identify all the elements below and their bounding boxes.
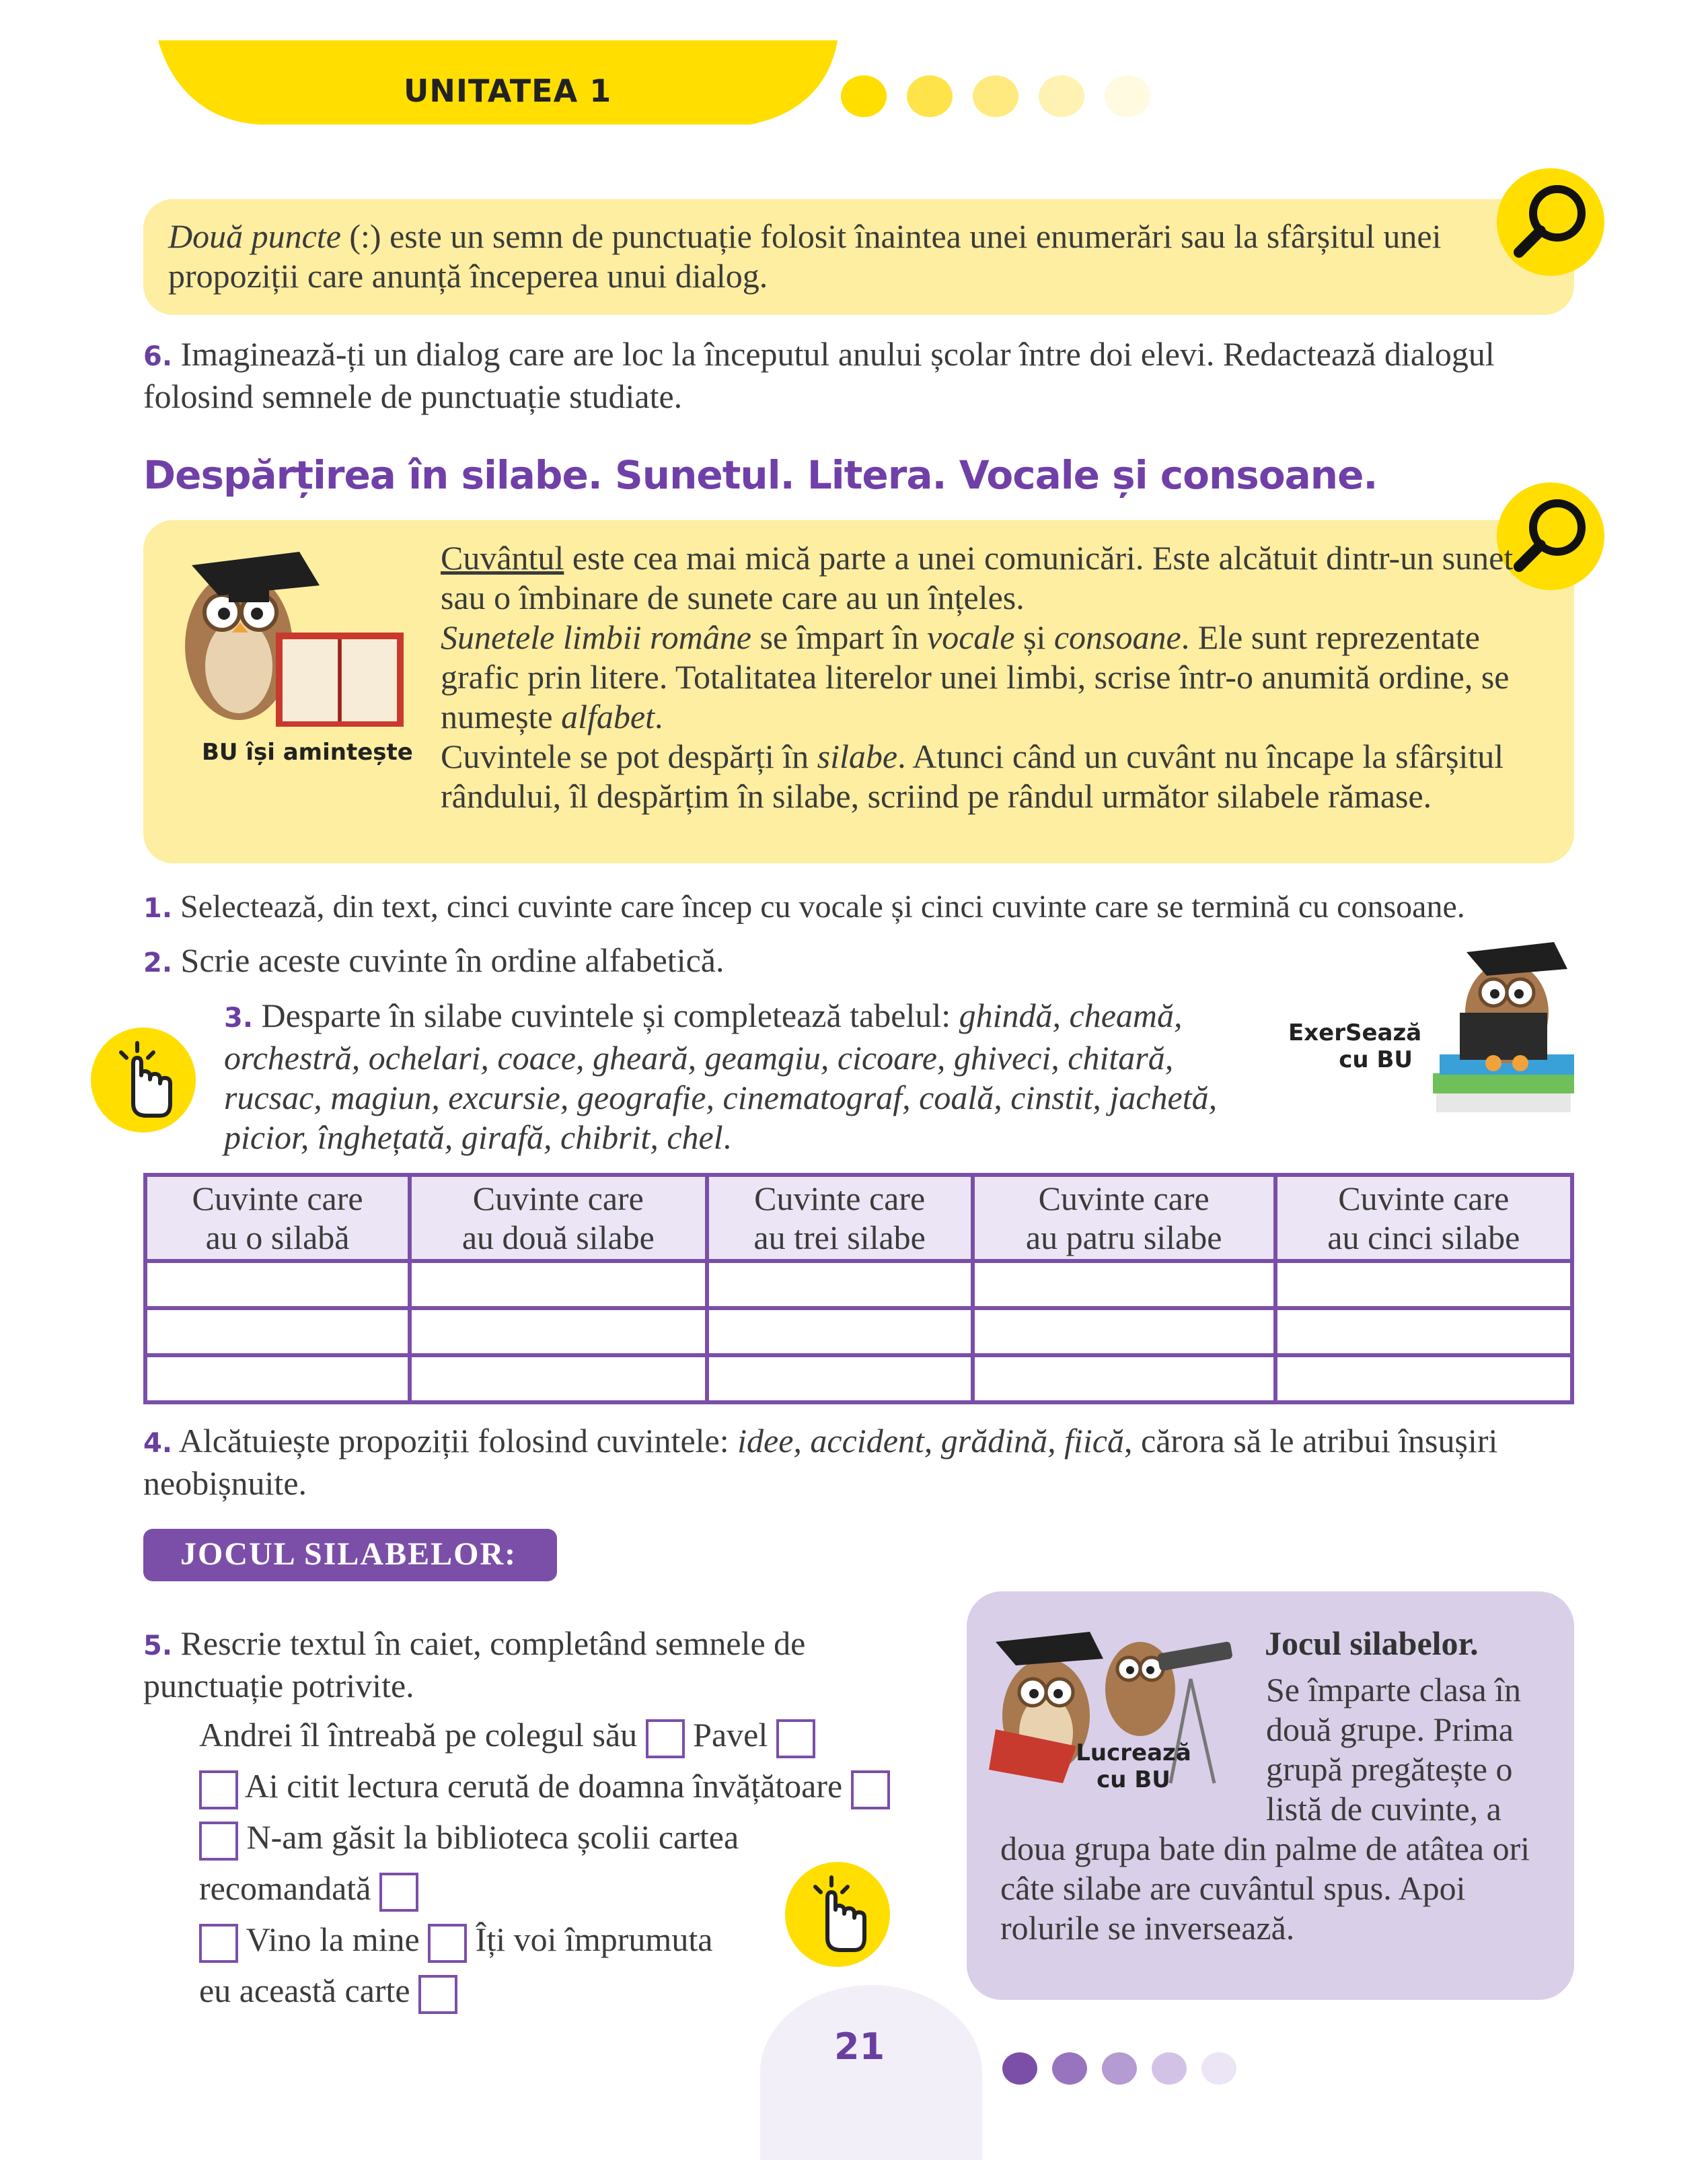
table-row — [145, 1308, 1572, 1355]
dialog-text: Pavel — [693, 1716, 768, 1754]
exercise-number: 3. — [224, 1003, 254, 1034]
section-title: Despărțirea în silabe. Sunetul. Litera. Vocale și consoane. — [143, 452, 1378, 498]
definition-term: Două puncte — [168, 217, 341, 255]
unit-title: UNITATEA 1 — [404, 73, 612, 109]
table-cell[interactable] — [973, 1261, 1275, 1308]
punctuation-box[interactable] — [379, 1873, 418, 1912]
exercise-number: 6. — [143, 341, 173, 372]
exercise-number: 4. — [143, 1428, 173, 1459]
table-cell[interactable] — [707, 1261, 973, 1308]
header-dots — [841, 75, 1150, 122]
punctuation-box[interactable] — [199, 1770, 238, 1809]
syllables-table — [143, 1173, 1574, 1404]
table-cell[interactable] — [1275, 1308, 1572, 1355]
reminder-p2-consoane: consoane — [1053, 618, 1181, 656]
table-cell[interactable] — [707, 1308, 973, 1355]
exercise-end: . — [722, 1118, 732, 1156]
exercise-6 — [143, 334, 1576, 417]
table-header-cell: Cuvinte care au trei silabe — [707, 1175, 973, 1261]
float-spacer — [1000, 1670, 1266, 1829]
punctuation-box[interactable] — [199, 1924, 238, 1963]
exercise-2 — [143, 941, 1354, 983]
caption-line: cu BU — [1339, 1046, 1413, 1073]
exercise-4 — [143, 1421, 1583, 1503]
exercise-words: idee, accident, grădină, fiică — [737, 1422, 1124, 1460]
exercise-3 — [224, 996, 1247, 1157]
exercise-5 — [143, 1624, 903, 1706]
reminder-text — [441, 538, 1551, 816]
table-cell[interactable] — [973, 1308, 1275, 1355]
dialog-text: Ai citit lectura cerută de doamna învățătoare — [244, 1767, 843, 1805]
table-row — [145, 1261, 1572, 1308]
dialog-text: N-am găsit la biblioteca școlii cartea — [246, 1818, 739, 1856]
reminder-p3: . Atunci când un cuvânt nu încape la sfârșitul rândului, îl despărțim în silabe, scriind pe rândul următor silabele rămase. — [441, 737, 1504, 815]
owl-laptop-illustration — [1419, 939, 1588, 1114]
table-header-row — [145, 1175, 1572, 1261]
dialog-line — [199, 1811, 939, 1863]
caption-line: cu BU — [1097, 1766, 1171, 1793]
page-number-shape — [760, 1985, 982, 2160]
game-banner-label: JOCUL SILABELOR: — [180, 1536, 517, 1572]
exercise-text: , cărora să le atribui însușiri neobișnuite. — [143, 1422, 1498, 1502]
caption-line: ExerSează — [1288, 1019, 1422, 1046]
table-cell[interactable] — [145, 1308, 410, 1355]
reminder-p2-vocale: vocale — [927, 618, 1015, 656]
reminder-p3-silabe: silabe — [817, 737, 898, 775]
game-box-body: Se împarte clasa în două grupe. Prima grupă pregătește o listă de cuvinte, a doua grupa bate din palme de atâtea ori câte silabe are cuvântul spus. Apoi rolurile se inversează. — [1000, 1671, 1530, 1947]
table-header-cell: Cuvinte care au patru silabe — [973, 1175, 1275, 1261]
footer-dots — [1002, 2052, 1245, 2093]
punctuation-box[interactable] — [418, 1975, 457, 2014]
exerseaza-caption — [1288, 1019, 1422, 1073]
reminder-p2: și — [1014, 618, 1054, 656]
punctuation-box[interactable] — [199, 1822, 238, 1861]
exercise-text: Imaginează-ți un dialog care are loc la începutul anului școlar între doi elevi. Redactează dialogul folosind semnele de punctuație studiate. — [143, 335, 1495, 415]
dialog-line — [199, 1709, 939, 1760]
exercise-text: Selectează, din text, cinci cuvinte care încep cu vocale și cinci cuvinte care se termină cu consoane. — [180, 889, 1465, 925]
table-cell[interactable] — [410, 1355, 706, 1402]
dialog-text: Andrei îl întreabă pe colegul său — [199, 1716, 638, 1754]
owl-reading-illustration — [165, 538, 414, 740]
page-number: 21 — [834, 2025, 885, 2068]
dialog-line — [199, 1760, 939, 1811]
exercise-text: Rescrie textul în caiet, completând semnele de punctuație potrivite. — [143, 1624, 806, 1704]
reminder-p2: . — [655, 698, 663, 735]
table-cell[interactable] — [145, 1261, 410, 1308]
punctuation-box[interactable] — [776, 1719, 815, 1758]
definition-body: (:) este un semn de punctuație folosit înaintea unei enumerări sau la sfârșitul unei propoziții care anunță începerea unui dialog. — [168, 217, 1442, 295]
exercise-number: 2. — [143, 947, 173, 978]
reminder-p2-term: Sunetele limbii române — [441, 618, 751, 656]
owl-caption: BU își amintește — [202, 739, 413, 766]
dialog-text: recomandată — [199, 1869, 371, 1907]
table-cell[interactable] — [410, 1261, 706, 1308]
table-cell[interactable] — [410, 1308, 706, 1355]
definition-text — [168, 217, 1480, 296]
dialog-text: Vino la mine — [246, 1920, 420, 1958]
table-cell[interactable] — [1275, 1355, 1572, 1402]
reminder-p1: este cea mai mică parte a unei comunicări. Este alcătuit dintr-un sunet sau o îmbinare de sunete care au un înțeles. — [441, 539, 1514, 616]
table-header-cell: Cuvinte care au o silabă — [145, 1175, 410, 1261]
table-cell[interactable] — [707, 1355, 973, 1402]
exercise-text: Alcătuiește propoziții folosind cuvintele: — [178, 1422, 738, 1460]
reminder-p3: Cuvintele se pot despărți în — [441, 737, 817, 775]
exercise-number: 5. — [143, 1630, 173, 1661]
punctuation-box[interactable] — [646, 1719, 685, 1758]
table-row — [145, 1355, 1572, 1402]
exercise-text: Desparte în silabe cuvintele și completează tabelul: — [261, 997, 959, 1034]
reminder-term: Cuvântul — [441, 539, 564, 577]
tap-hand-icon — [780, 1857, 895, 1972]
reminder-p2: se împart în — [751, 618, 928, 656]
exercise-words: ghindă, cheamă, orchestră, ochelari, coace, gheară, geamgiu, cicoare, ghiveci, chitară, rucsac, magiun, excursie, geografie, cinematograf, coală, cinstit, jachetă, picior, înghețată, girafă, chibrit, chel — [224, 997, 1218, 1156]
table-header-cell: Cuvinte care au două silabe — [410, 1175, 706, 1261]
exercise-number: 1. — [143, 893, 173, 924]
tap-hand-icon — [86, 1023, 200, 1137]
reminder-p2-alfabet: alfabet — [561, 698, 655, 735]
dialog-text: Îți voi împrumuta — [475, 1920, 713, 1958]
punctuation-box[interactable] — [428, 1924, 467, 1963]
exercise-1 — [143, 887, 1590, 929]
table-cell[interactable] — [1275, 1261, 1572, 1308]
caption-line: Lucrează — [1076, 1739, 1191, 1766]
magnifier-icon — [1493, 165, 1608, 279]
reminder-p2: . Ele sunt reprezentate grafic prin litere. Totalitatea literelor unei limbi, scrise într-o anumită ordine, se numește — [441, 618, 1510, 735]
dialog-text: eu această carte — [199, 1972, 410, 2009]
table-cell[interactable] — [145, 1355, 410, 1402]
exercise-text: Scrie aceste cuvinte în ordine alfabetică. — [180, 941, 725, 979]
game-box-text — [1000, 1670, 1559, 1948]
table-cell[interactable] — [973, 1355, 1275, 1402]
table-header-cell: Cuvinte care au cinci silabe — [1275, 1175, 1572, 1261]
game-box-title: Jocul silabelor. — [1265, 1624, 1479, 1662]
punctuation-box[interactable] — [851, 1770, 890, 1809]
